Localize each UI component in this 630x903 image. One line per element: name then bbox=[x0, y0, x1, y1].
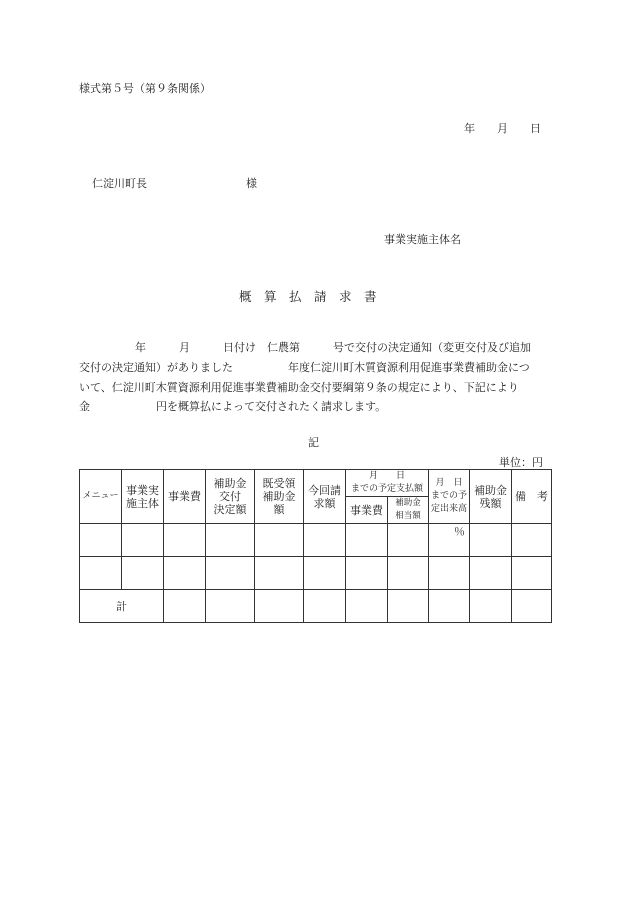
header-jigyohi: 事業費 bbox=[164, 470, 206, 524]
expense-table bbox=[79, 469, 552, 623]
body-line-3: いて、仁淀川町木質資源利用促進事業費補助金交付要綱第９条の規定により、下記により bbox=[79, 381, 519, 394]
form-number: 様式第５号（第９条関係） bbox=[79, 82, 211, 95]
body-line-1: 年 月 日付け 仁農第 号で交付の決定通知（変更交付及び追加 bbox=[135, 341, 531, 354]
unit-label: 単位：円 bbox=[499, 456, 543, 469]
body-line-2: 交付の決定通知）がありました 年度仁淀川町木質資源利用促進事業費補助金につ bbox=[79, 361, 530, 374]
ki-label: 記 bbox=[308, 436, 319, 449]
header-yotei: 月 日 までの予定支払額 bbox=[346, 470, 429, 497]
header-sub-jigyohi: 事業費 bbox=[346, 497, 388, 524]
addressee: 仁淀川町長 様 bbox=[92, 177, 257, 190]
document-title: 概 算 払 請 求 書 bbox=[239, 289, 377, 304]
header-biko: 備 考 bbox=[512, 470, 552, 524]
table-row bbox=[80, 524, 552, 557]
applicant-label: 事業実施主体名 bbox=[384, 233, 461, 246]
header-kiju: 既受領 補助金 額 bbox=[255, 470, 304, 524]
date-line: 年 月 日 bbox=[464, 122, 541, 135]
header-hojo-kettei: 補助金 交付 決定額 bbox=[206, 470, 255, 524]
table-row bbox=[80, 557, 552, 590]
header-dekidaka: 月 日 までの予 定出来高 bbox=[429, 470, 470, 524]
header-sub-hojo: 補助金 相当額 bbox=[388, 497, 429, 524]
header-zangaku: 補助金 残額 bbox=[470, 470, 512, 524]
header-jigyo-shutai: 事業実 施主体 bbox=[122, 470, 164, 524]
body-line-4: 金 円を概算払によって交付されたく請求します。 bbox=[79, 400, 387, 413]
header-menu: メニュー bbox=[80, 470, 122, 524]
header-konkai: 今回請 求額 bbox=[304, 470, 346, 524]
total-row bbox=[80, 590, 552, 623]
percent-cell bbox=[429, 524, 470, 557]
percent-sign: ％ bbox=[454, 525, 466, 538]
total-label: 計 bbox=[80, 590, 164, 623]
